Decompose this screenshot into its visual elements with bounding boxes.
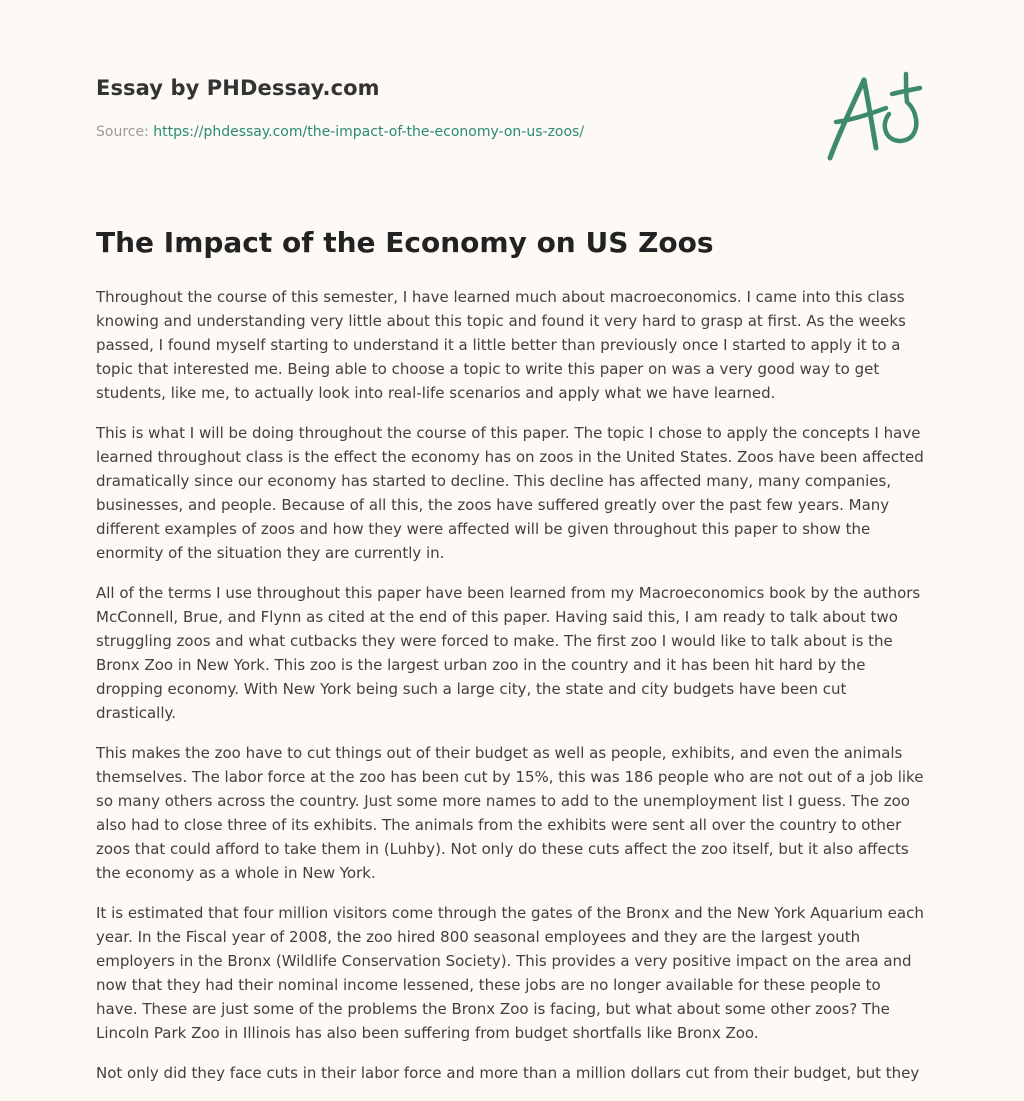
paragraph: Not only did they face cuts in their labor force and more than a million dollars cut from their budget, but they <box>96 1064 920 1082</box>
source-label: Source: <box>96 124 149 140</box>
paragraph: Throughout the course of this semester, I have learned much about macroeconomics. I came into this class knowing and understanding very little about this topic and found it very hard to grasp at first. As the weeks passed, I found myself starting to understand it a little better than previously once I started to apply it to a topic that interested me. Being able to choose a topic to write this paper on was a very good way to get students, like me, to actually look into real-life scenarios and apply what we have learned. <box>96 288 906 402</box>
essay-title: The Impact of the Economy on US Zoos <box>96 226 714 259</box>
a-plus-grade-icon <box>826 70 926 162</box>
source-line <box>96 124 584 140</box>
site-title: Essay by PHDessay.com <box>96 76 380 100</box>
paragraph: This is what I will be doing throughout the course of this paper. The topic I chose to apply the concepts I have learned throughout class is the effect the economy has on zoos in the United States. Zoos have been affected dramatically since our economy has started to decline. This decline has affected many, many companies, businesses, and people. Because of all this, the zoos have suffered greatly over the past few years. Many different examples of zoos and how they were affected will be given throughout this paper to show the enormity of the situation they are currently in. <box>96 424 924 562</box>
essay-body <box>96 285 926 1101</box>
source-link[interactable]: https://phdessay.com/the-impact-of-the-economy-on-us-zoos/ <box>153 124 585 140</box>
paragraph: All of the terms I use throughout this paper have been learned from my Macroeconomics book by the authors McConnell, Brue, and Flynn as cited at the end of this paper. Having said this, I am ready to talk about two struggling zoos and what cutbacks they were forced to make. The first zoo I would like to talk about is the Bronx Zoo in New York. This zoo is the largest urban zoo in the country and it has been hit hard by the dropping economy. With New York being such a large city, the state and city budgets have been cut drastically. <box>96 584 921 722</box>
paragraph: This makes the zoo have to cut things out of their budget as well as people, exhibits, and even the animals themselves. The labor force at the zoo has been cut by 15%, this was 186 people who are not out of a job like so many others across the country. Just some more names to add to the unemployment list I guess. The zoo also had to close three of its exhibits. The animals from the exhibits were sent all over the country to other zoos that could afford to take them in (Luhby). Not only do these cuts affect the zoo itself, but it also affects the economy as a whole in New York. <box>96 744 924 882</box>
paragraph: It is estimated that four million visitors come through the gates of the Bronx and the New York Aquarium each year. In the Fiscal year of 2008, the zoo hired 800 seasonal employees and they are the largest youth employers in the Bronx (Wildlife Conservation Society). This provides a very positive impact on the area and now that they had their nominal income lessened, these jobs are no longer available for these people to have. These are just some of the problems the Bronx Zoo is facing, but what about some other zoos? The Lincoln Park Zoo in Illinois has also been suffering from budget shortfalls like Bronx Zoo. <box>96 904 924 1042</box>
